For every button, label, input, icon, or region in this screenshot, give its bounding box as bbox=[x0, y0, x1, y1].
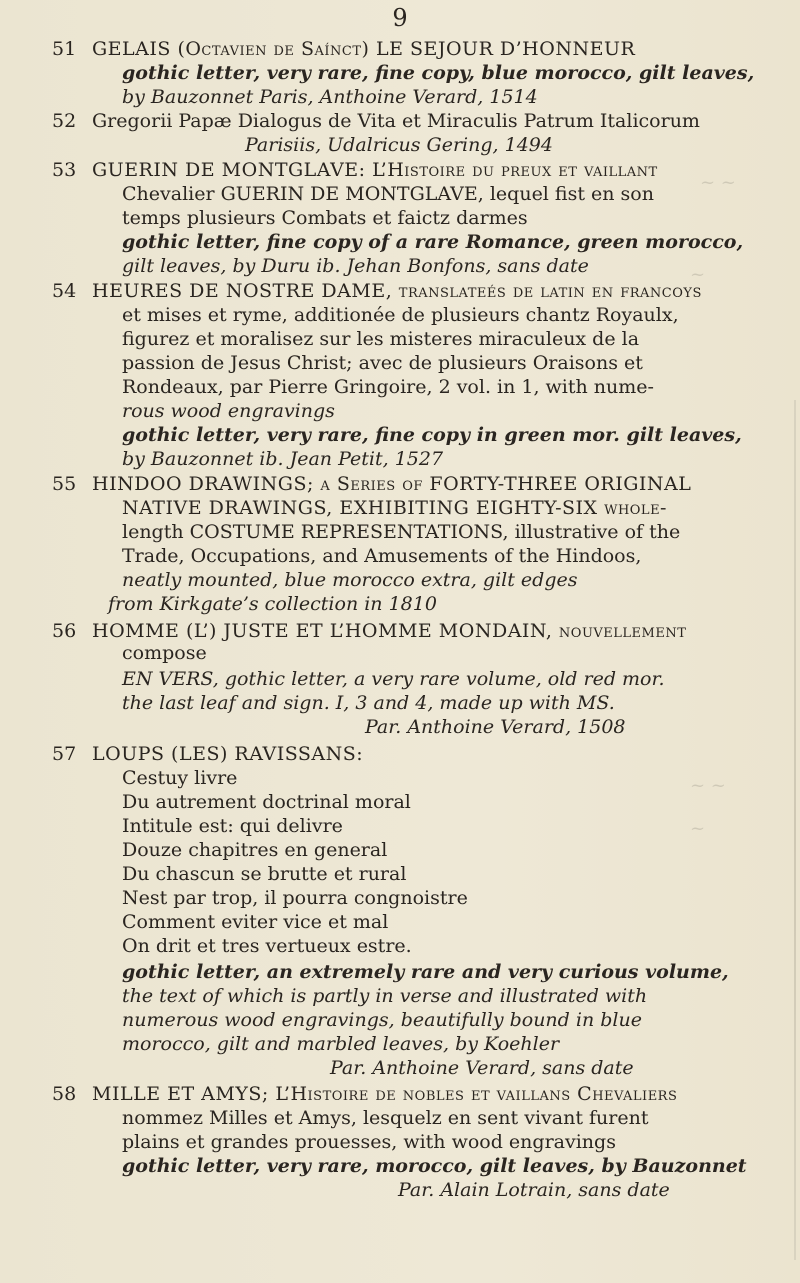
lot-number: 55 bbox=[52, 473, 77, 495]
entry-title-line: GELAIS (Octavien de Saínct) LE SEJOUR D’HONNEUR bbox=[92, 38, 636, 60]
entry-title-line: length COSTUME REPRESENTATIONS, illustrative of the bbox=[122, 521, 681, 543]
entry-imprint-line: Parisiis, Udalricus Gering, 1494 bbox=[245, 134, 553, 156]
verse-line: Du chascun se brutte et rural bbox=[122, 863, 407, 885]
entry-title-line: figurez et moralisez sur les misteres miraculeux de la bbox=[122, 328, 640, 350]
lot-number: 52 bbox=[52, 110, 77, 132]
entry-description-line: gothic letter, an extremely rare and very curious volume, bbox=[122, 961, 729, 983]
verse-line: Nest par trop, il pourra congnoistre bbox=[122, 887, 468, 909]
entry-description-line: neatly mounted, blue morocco extra, gilt edges bbox=[122, 569, 578, 591]
entry-imprint-line: gilt leaves, by Duru ib. Jehan Bonfons, sans date bbox=[122, 255, 589, 277]
entry-description-line: the text of which is partly in verse and illustrated with bbox=[122, 985, 648, 1007]
entry-imprint-line: Par. Anthoine Verard, 1508 bbox=[365, 716, 626, 738]
verse-line: Cestuy livre bbox=[122, 767, 238, 789]
entry-description-line: numerous wood engravings, beautifully bound in blue bbox=[122, 1009, 642, 1031]
entry-title-line: Trade, Occupations, and Amusements of the Hindoos, bbox=[122, 545, 642, 567]
entry-title-line: Rondeaux, par Pierre Gringoire, 2 vol. in 1, with nume- bbox=[122, 376, 654, 398]
entry-title-line: temps plusieurs Combats et faictz darmes bbox=[122, 207, 528, 229]
entry-imprint-line: Par. Alain Lotrain, sans date bbox=[398, 1179, 670, 1201]
page-number: 9 bbox=[392, 4, 408, 32]
verse-line: Intitule est: qui delivre bbox=[122, 815, 343, 837]
lot-number: 57 bbox=[52, 743, 77, 765]
entry-title-line: Gregorii Papæ Dialogus de Vita et Miraculis Patrum Italicorum bbox=[92, 110, 700, 132]
entry-title-line: HOMME (L’) JUSTE ET L’HOMME MONDAIN, nouvellement bbox=[92, 620, 687, 642]
entry-title-line: compose bbox=[122, 642, 207, 664]
lot-number: 53 bbox=[52, 159, 77, 181]
lot-number: 56 bbox=[52, 620, 77, 642]
entry-description-line: gothic letter, fine copy of a rare Romance, green morocco, bbox=[122, 231, 744, 253]
entry-description-line: gothic letter, very rare, morocco, gilt leaves, by Bauzonnet bbox=[122, 1155, 747, 1177]
entry-title-line: NATIVE DRAWINGS, EXHIBITING EIGHTY-SIX whole- bbox=[122, 497, 667, 519]
entry-description-line: the last leaf and sign. I, 3 and 4, made up with MS. bbox=[122, 692, 615, 714]
verse-line: Du autrement doctrinal moral bbox=[122, 791, 411, 813]
entry-description-line: gothic letter, very rare, fine copy, blue morocco, gilt leaves, bbox=[122, 62, 755, 84]
bleed-through-mark: ~ ~ bbox=[700, 172, 736, 193]
entry-title-line: plains et grandes prouesses, with wood engravings bbox=[122, 1131, 616, 1153]
bleed-through-mark: ~ ~ bbox=[690, 775, 726, 796]
entry-imprint-line: Par. Anthoine Verard, sans date bbox=[330, 1057, 634, 1079]
entry-title-line: nommez Milles et Amys, lesquelz en sent vivant furent bbox=[122, 1107, 649, 1129]
entry-title-line: HINDOO DRAWINGS; a Series of FORTY-THREE ORIGINAL bbox=[92, 473, 692, 495]
entry-description-line: gothic letter, very rare, fine copy in green mor. gilt leaves, bbox=[122, 424, 742, 446]
bleed-through-mark: ~ bbox=[690, 264, 706, 285]
entry-imprint-line: by Bauzonnet Paris, Anthoine Verard, 1514 bbox=[122, 86, 538, 108]
entry-description-line: EN VERS, gothic letter, a very rare volume, old red mor. bbox=[122, 668, 665, 690]
verse-line: Douze chapitres en general bbox=[122, 839, 388, 861]
entry-title-line: et mises et ryme, additionée de plusieurs chantz Royaulx, bbox=[122, 304, 679, 326]
right-margin-shadow bbox=[794, 400, 796, 1260]
lot-number: 58 bbox=[52, 1083, 77, 1105]
verse-line: Comment eviter vice et mal bbox=[122, 911, 389, 933]
entry-title-line: LOUPS (LES) RAVISSANS: bbox=[92, 743, 364, 765]
entry-imprint-line: by Bauzonnet ib. Jean Petit, 1527 bbox=[122, 448, 444, 470]
verse-line: On drit et tres vertueux estre. bbox=[122, 935, 412, 957]
entry-title-line: passion de Jesus Christ; avec de plusieurs Oraisons et bbox=[122, 352, 643, 374]
lot-number: 51 bbox=[52, 38, 77, 60]
entry-title-line: Chevalier GUERIN DE MONTGLAVE, lequel fist en son bbox=[122, 183, 654, 205]
entry-provenance-line: from Kirkgate’s collection in 1810 bbox=[108, 593, 437, 615]
entry-title-line: GUERIN DE MONTGLAVE: L’Histoire du preux et vaillant bbox=[92, 159, 658, 181]
entry-title-line: rous wood engravings bbox=[122, 400, 335, 422]
entry-title-line: HEURES DE NOSTRE DAME, translateés de latin en francoys bbox=[92, 280, 702, 302]
entry-description-line: morocco, gilt and marbled leaves, by Koehler bbox=[122, 1033, 560, 1055]
entry-title-line: MILLE ET AMYS; L’Histoire de nobles et vaillans Chevaliers bbox=[92, 1083, 678, 1105]
bleed-through-mark: ~ bbox=[690, 818, 706, 839]
lot-number: 54 bbox=[52, 280, 77, 302]
